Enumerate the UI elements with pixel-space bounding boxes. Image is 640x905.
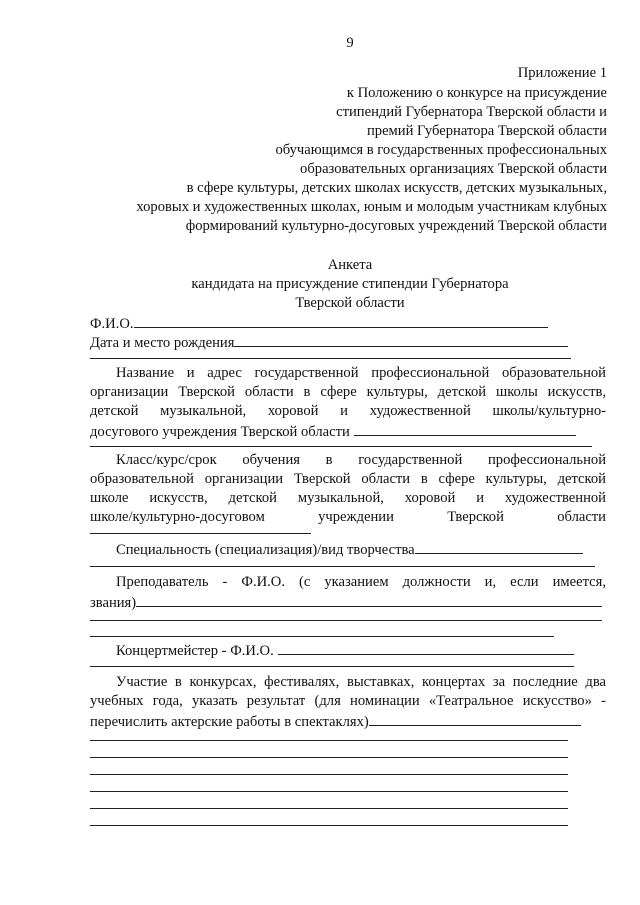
appendix-line: стипендий Губернатора Тверской области и: [336, 104, 607, 120]
appendix-line: формирований культурно-досуговых учреждений Тверской области: [185, 218, 607, 234]
class-text-line: школе искусств, детской музыкальной, хоровой и художественной: [90, 490, 606, 506]
org-text-line: детской музыкальной, хоровой и художественной школы/культурно-: [90, 403, 606, 419]
org-field-line-2[interactable]: [90, 446, 592, 447]
birth-field[interactable]: [234, 332, 568, 347]
class-text-line: школе/культурно-досуговом учреждении Тверской области: [90, 509, 606, 525]
participation-field-line[interactable]: [90, 825, 568, 826]
teacher-text-line: звания): [90, 595, 137, 611]
page-number: 9: [346, 35, 354, 51]
participation-field-line[interactable]: [90, 808, 568, 809]
title-line: кандидата на присуждение стипендии Губернатора: [191, 276, 509, 292]
appendix-line: Приложение 1: [517, 65, 607, 81]
fio-label: Ф.И.О.: [90, 316, 134, 332]
org-text-line: Название и адрес государственной профессиональной образовательной: [116, 365, 606, 381]
appendix-line: хоровых и художественных школах, юным и молодым участникам клубных: [136, 199, 607, 215]
participation-text-line: перечислить актерские работы в спектаклях): [90, 714, 369, 730]
teacher-field-line-3[interactable]: [90, 636, 554, 637]
fio-field[interactable]: [134, 313, 548, 328]
org-text-line: организации Тверской области в сфере культуры, детской школы искусств,: [90, 384, 606, 400]
participation-field[interactable]: [369, 711, 581, 726]
accompanist-row: [116, 640, 574, 661]
accompanist-label: Концертмейстер - Ф.И.О.: [116, 643, 274, 659]
birth-label: Дата и место рождения: [90, 335, 235, 351]
accompanist-field-line-2[interactable]: [90, 666, 574, 667]
participation-field-line[interactable]: [90, 791, 568, 792]
birth-row: [90, 332, 568, 353]
appendix-line: обучающимся в государственных профессиональных: [275, 142, 607, 158]
participation-text-line: Участие в конкурсах, фестивалях, выставках, концертах за последние два: [116, 674, 606, 690]
teacher-text-last-row: [90, 592, 602, 613]
specialty-field[interactable]: [415, 539, 583, 554]
title-line: Анкета: [327, 257, 373, 273]
participation-field-line[interactable]: [90, 740, 568, 741]
appendix-line: в сфере культуры, детских школах искусств, детских музыкальных,: [186, 180, 607, 196]
fio-row: [90, 313, 548, 334]
appendix-line: премий Губернатора Тверской области: [366, 123, 607, 139]
specialty-row: [116, 539, 583, 560]
appendix-line: к Положению о конкурсе на присуждение: [346, 85, 607, 101]
participation-field-line[interactable]: [90, 757, 568, 758]
class-text-line: образовательной организации Тверской области в сфере культуры, детской: [90, 471, 606, 487]
birth-field-line-2[interactable]: [90, 358, 571, 359]
teacher-field-line-2[interactable]: [90, 620, 602, 621]
org-text-line: досугового учреждения Тверской области: [90, 424, 350, 440]
participation-text-last-row: [90, 711, 581, 732]
specialty-label: Специальность (специализация)/вид творчества: [116, 542, 415, 558]
org-text-last-row: [90, 421, 576, 442]
class-field[interactable]: [90, 533, 311, 534]
teacher-text-line: Преподаватель - Ф.И.О. (с указанием должности и, если имеется,: [116, 574, 606, 590]
class-text-line: Класс/курс/срок обучения в государственной профессиональной: [116, 452, 606, 468]
accompanist-field[interactable]: [278, 640, 574, 655]
title-line: Тверской области: [295, 295, 405, 311]
appendix-line: образовательных организациях Тверской области: [300, 161, 607, 177]
org-field[interactable]: [354, 421, 576, 436]
participation-field-line[interactable]: [90, 774, 568, 775]
participation-text-line: учебных года, указать результат (для номинации «Театральное искусство» -: [90, 693, 606, 709]
specialty-field-line-2[interactable]: [90, 566, 595, 567]
teacher-field[interactable]: [136, 592, 602, 607]
